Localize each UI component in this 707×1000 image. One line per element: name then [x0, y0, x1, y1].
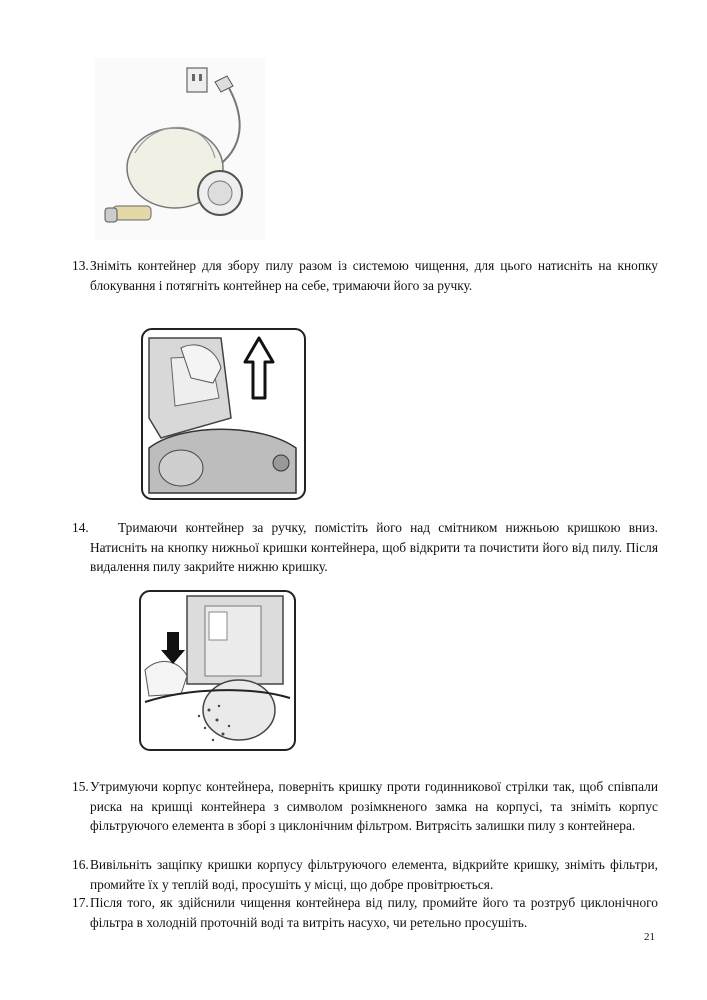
step-number: 13. — [72, 258, 89, 273]
container-removal-illustration — [141, 328, 306, 500]
step-number: 15. — [72, 779, 89, 794]
step-text: Після того, як здійснили чищення контейнера від пилу, промийте його та розтруб циклонічного фільтра в холодній проточній воді та витріть насухо, чи ретельно просушіть. — [90, 895, 658, 930]
instruction-step-16 — [72, 855, 658, 894]
page-number: 21 — [644, 931, 655, 943]
instruction-step-17 — [72, 893, 658, 932]
step-text: Вивільніть защіпку кришки корпусу фільтруючого елемента, відкрийте кришку, зніміть фільтри, промийте їх у теплій воді, просушіть у місці, що добре провітрюється. — [90, 857, 658, 892]
instruction-step-14 — [72, 518, 658, 577]
step-number: 14. — [72, 520, 89, 535]
step-number: 16. — [72, 857, 89, 872]
step-text: Тримаючи контейнер за ручку, помістіть його над смітником нижньою кришкою вниз. Натисніть на кнопку нижньої кришки контейнера, щоб відкрити та почистити його від пилу. Після видалення пилу закрийте нижню кришку. — [90, 520, 658, 574]
instruction-step-15 — [72, 777, 658, 836]
step-number: 17. — [72, 895, 89, 910]
step-text: Зніміть контейнер для збору пилу разом із системою чищення, для цього натисніть на кнопку блокування і потягніть контейнер на себе, тримаючи його за ручку. — [90, 258, 658, 293]
vacuum-unplugged-illustration — [95, 58, 265, 240]
instruction-step-13 — [72, 256, 658, 295]
step-text: Утримуючи корпус контейнера, поверніть кришку проти годинникової стрілки так, щоб співпали риска на кришці контейнера з символом розімкненого замка на корпусі, та зніміть корпус фільтруючого елемента в зборі з циклонічним фільтром. Витрясіть залишки пилу з контейнера. — [90, 779, 658, 833]
container-emptying-illustration — [139, 590, 296, 751]
